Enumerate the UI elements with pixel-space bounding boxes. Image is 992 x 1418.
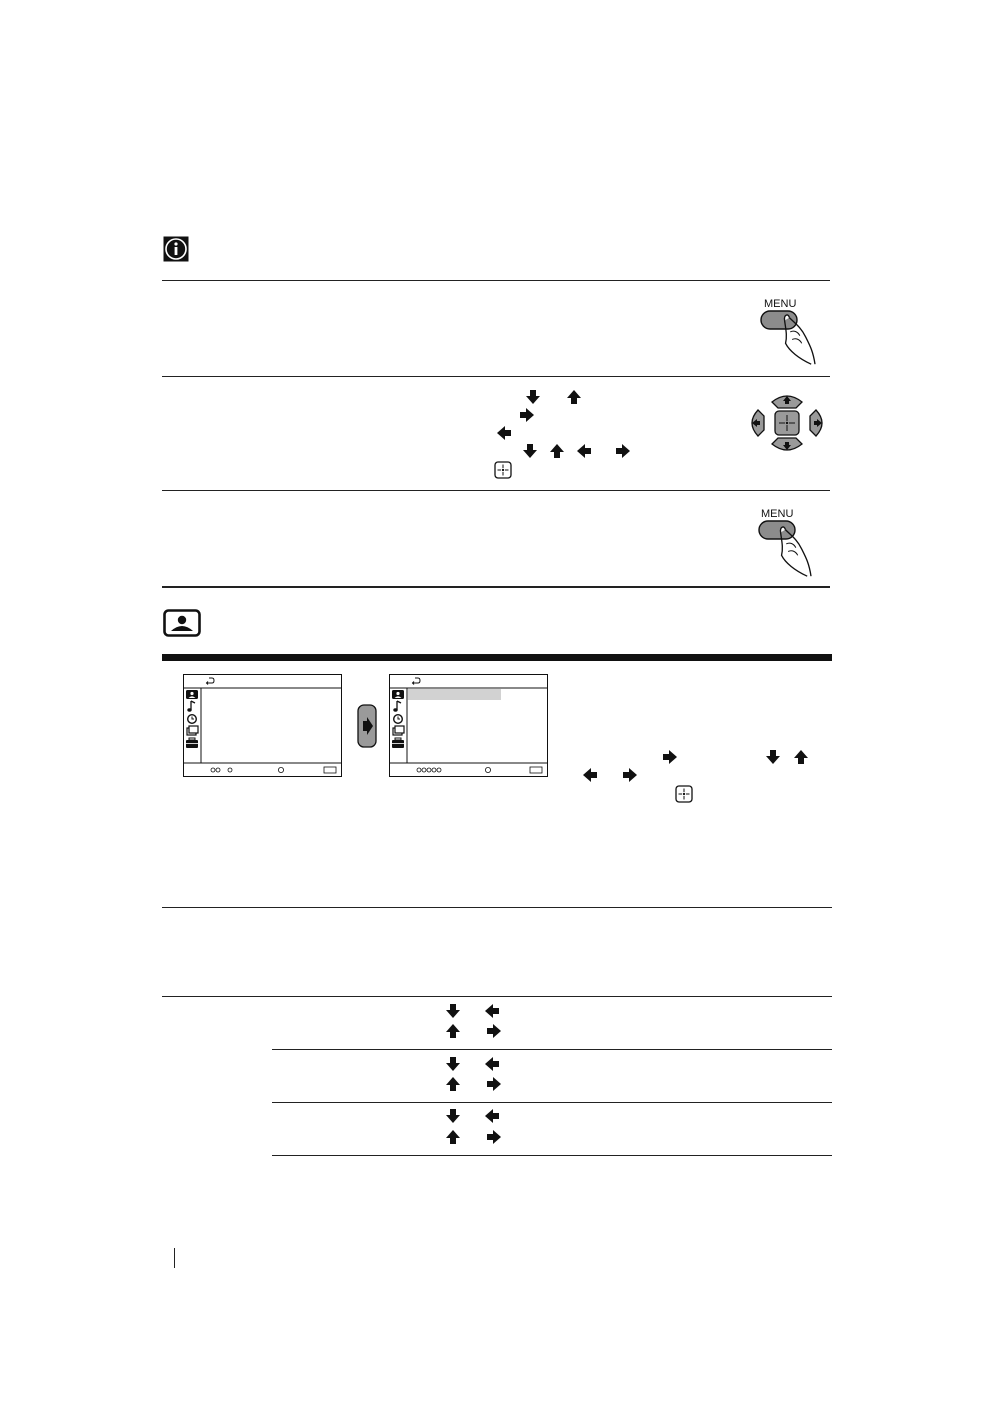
arrow-left-icon	[484, 1108, 500, 1124]
arrow-up-icon	[445, 1023, 461, 1039]
arrow-down-icon	[525, 389, 541, 405]
arrow-left-icon	[484, 1003, 500, 1019]
arrow-right-icon	[662, 749, 678, 765]
ok-icon	[675, 785, 693, 803]
next-screen-arrow-icon	[357, 704, 377, 748]
arrow-down-icon	[445, 1108, 461, 1124]
table-row-divider	[272, 1049, 832, 1050]
arrow-down-icon	[522, 443, 538, 459]
divider	[162, 586, 830, 588]
osd-main-menu	[183, 674, 342, 777]
picture-icon	[163, 609, 201, 637]
divider	[162, 996, 832, 997]
menu-button-hand-icon	[750, 506, 830, 582]
info-icon	[163, 236, 189, 262]
menu-button-label: MENU	[764, 298, 797, 310]
arrow-up-icon	[445, 1129, 461, 1145]
table-row-divider	[272, 1155, 832, 1156]
arrow-right-icon	[615, 443, 631, 459]
arrow-right-icon	[486, 1023, 502, 1039]
arrow-right-icon	[486, 1076, 502, 1092]
arrow-down-icon	[765, 749, 781, 765]
arrow-down-icon	[445, 1056, 461, 1072]
arrow-up-icon	[549, 443, 565, 459]
ok-icon	[494, 461, 512, 479]
arrow-right-icon	[622, 767, 638, 783]
arrow-right-icon	[486, 1129, 502, 1145]
arrow-left-icon	[484, 1056, 500, 1072]
arrow-left-icon	[582, 767, 598, 783]
divider	[162, 280, 830, 281]
menu-button-hand-icon	[752, 296, 832, 368]
arrow-up-icon	[793, 749, 809, 765]
menu-button-label: MENU	[761, 508, 794, 520]
table-row-divider	[272, 1102, 832, 1103]
divider	[162, 376, 830, 377]
page-margin-bar	[174, 1248, 175, 1268]
joystick-icon	[748, 392, 826, 454]
divider	[162, 907, 832, 908]
arrow-right-icon	[519, 407, 535, 423]
divider	[162, 490, 830, 491]
arrow-up-icon	[445, 1076, 461, 1092]
section-heading-bar	[162, 654, 832, 661]
arrow-up-icon	[566, 389, 582, 405]
osd-picture-menu	[389, 674, 548, 777]
arrow-left-icon	[576, 443, 592, 459]
arrow-left-icon	[496, 425, 512, 441]
arrow-down-icon	[445, 1003, 461, 1019]
